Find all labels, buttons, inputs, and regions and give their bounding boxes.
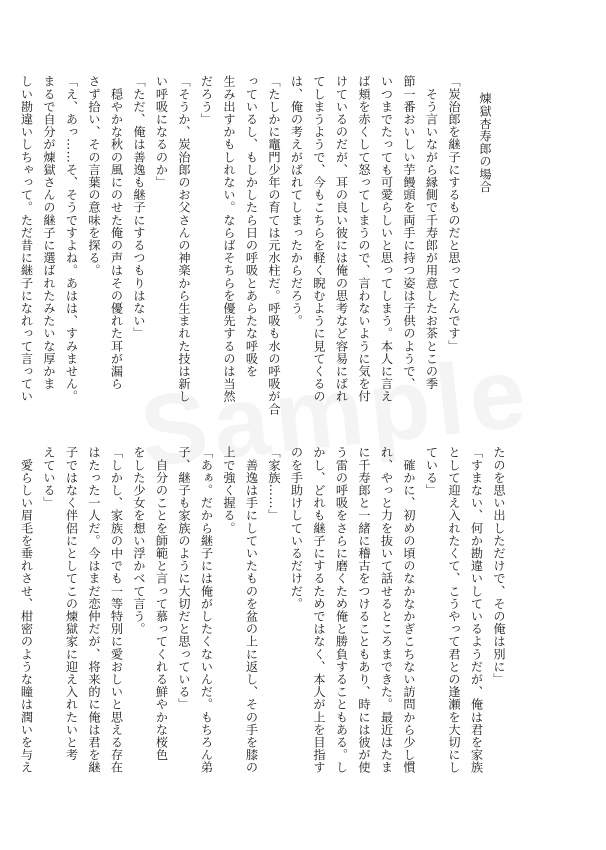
text-line: は、俺の考えがばれてしまったからだろう。 (289, 75, 304, 327)
text-line: う雷の呼吸をさらに磨くため俺と勝負することもある。し (334, 446, 349, 774)
text-block-bottom (19, 446, 510, 791)
text-line: 生み出すかもしれない。ならばそちらを優先するのは当然 (222, 75, 236, 403)
text-line: さず拾い、その言葉の意味を探る。 (87, 75, 101, 277)
text-line: 確かに、初めの頃のなかなかぎこちない訪問から少し慣 (402, 446, 416, 774)
text-line: 「しかし、家族の中でも一等特別に愛おしいと思える存在 (109, 446, 124, 774)
text-line: 上で強く握る。 (222, 446, 236, 535)
text-line: 善逸は手にしていたものを盆の上に返し、その手を膝の (244, 446, 259, 774)
text-line: しい勘違いしちゃって。ただ昔に継子になれって言ってい (19, 75, 34, 403)
text-line: 「家族……」 (267, 446, 281, 522)
text-line: 節一番おいしい芋饅頭を両手に持つ姿は子供のようで、 (402, 75, 416, 390)
text-block-top (19, 75, 510, 420)
text-line: けているのだが、耳の良い彼には俺の思考など容易にばれ (334, 75, 349, 403)
text-line: てしまうようで、今もこちらを軽く睨むように見てくるの (312, 75, 326, 403)
text-line: だろう」 (199, 75, 214, 126)
text-line: 自分のことを師範と言って慕ってくれる鮮やかな桜色 (154, 446, 169, 761)
text-line: として迎え入れたくて、こうやって君との逢瀬を大切にし (447, 446, 461, 774)
text-line: かし、どれも継子にするためではなく、本人が上を目指す (312, 446, 326, 774)
text-line: ば頬を赤くして怒ってしまうので、言わないように気を付 (357, 75, 371, 403)
text-line: 子、継子も家族のように大切だと思っている」 (177, 446, 191, 711)
text-line: 「そうか、炭治郎のお父さんの神楽から生まれた技は新し (177, 75, 191, 403)
text-line: えている」 (42, 446, 56, 509)
text-line: 「たしかに竈門少年の育ては元水柱だ。呼吸も水の呼吸が合 (267, 75, 281, 416)
text-line: はたった一人だ。今はまだ恋仲だが、将来的に俺は君を継 (87, 446, 101, 774)
text-line: 「すまない、何か勘違いしているようだが、俺は君を家族 (469, 446, 484, 774)
text-line: たのを思い出しただけで、その俺は別に」 (492, 446, 506, 686)
text-line: 子ではなく伴侶にとしてこの煉獄家に迎え入れたいと考 (64, 446, 79, 761)
text-line: 愛らしい眉毛を垂れさせ、柑密のような瞳は潤いを与え (19, 446, 34, 774)
text-line: ている」 (424, 446, 439, 497)
text-line: れ、やっと力を抜いて話せるところまできた。最近はたま (379, 446, 394, 774)
text-line: っているし、もしかしたら日の呼吸とあらたな呼吸を (244, 75, 259, 378)
text-line: 「あぁ。だから継子には俺がしたくないんだ。もちろん弟 (199, 446, 214, 774)
text-line (488, 75, 511, 420)
text-line: そう言いながら縁側で千寿郎が用意したお茶とこの季 (424, 75, 439, 390)
text-line: 「ただ、俺は善逸も継子にするつもりはない」 (132, 75, 146, 340)
text-line: 穏やかな秋の風にのせた俺の声はその優れた耳が漏ら (109, 75, 124, 390)
text-line: 「炭治郎を継子にするものだと思ってたんです」 (447, 75, 461, 353)
text-line: いつまでたっても可愛らしいと思ってしまう。本人に言え (379, 75, 394, 403)
chapter-title: 煉獄杏寿郎の場合 (478, 92, 492, 193)
text-line (465, 75, 488, 420)
text-line: 「え、あっ……そ、そうですよね。あはは、すみません。 (64, 75, 79, 403)
text-line: い呼吸になるのか」 (154, 75, 169, 189)
text-line: のを手助けしているだけだ。 (289, 446, 304, 610)
text-line: に千寿郎と一緒に稽古をつけることもあり、時には彼が使 (357, 446, 371, 774)
text-line: まるで自分が煉獄さんの継子に選ばれたみたいな厚かま (42, 75, 56, 390)
text-line: をした少女を想い浮かべて言う。 (132, 446, 146, 635)
